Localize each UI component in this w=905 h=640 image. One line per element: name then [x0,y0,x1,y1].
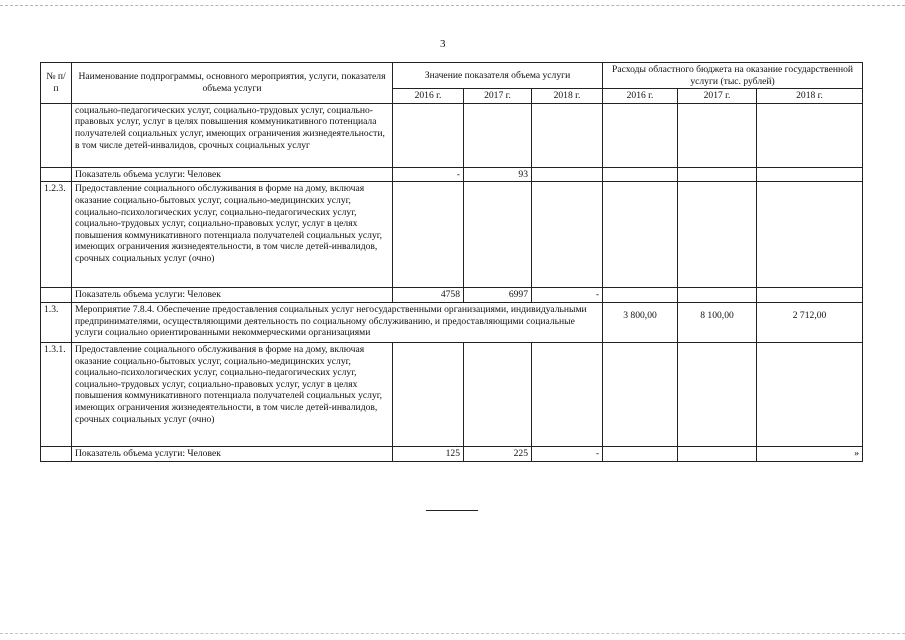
table-row [41,342,863,446]
cell-expense-2017 [678,288,757,303]
cell-value-2017 [464,103,532,167]
header-value: Значение показателя объема услуги [393,63,603,89]
cell-value-2016: 125 [393,446,464,461]
header-name: Наименование подпрограммы, основного мероприятия, услуги, показателя объема услуги [72,63,393,104]
data-table [40,62,863,462]
row-name: Показатель объема услуги: Человек [72,446,393,461]
table-row [41,103,863,167]
table-row [41,182,863,288]
year-expense-2016: 2016 г. [603,89,678,104]
cell-expense-2016 [603,342,678,446]
row-name: Мероприятие 7.8.4. Обеспечение предоставления социальных услуг негосударственными организациями, индивидуальными предпринимателями, осуществляющими деятельность по социальному обслуживанию, и предоставляющими социальные услуги социально ориентированными некоммерческими организациями [72,302,603,342]
row-no [41,446,72,461]
row-name: Показатель объема услуги: Человек [72,167,393,182]
cell-value-2016: 4758 [393,288,464,303]
scan-edge-top [0,5,905,6]
closing-quote: » [757,446,863,461]
cell-expense-2018: 2 712,00 [757,302,863,342]
cell-value-2016: - [393,167,464,182]
header-row [41,63,863,89]
year-expense-2017: 2017 г. [678,89,757,104]
cell-value-2018: - [532,446,603,461]
cell-expense-2018 [757,288,863,303]
table-row [41,446,863,461]
cell-expense-2018 [757,182,863,288]
year-expense-2018: 2018 г. [757,89,863,104]
cell-expense-2017 [678,342,757,446]
cell-expense-2016 [603,182,678,288]
cell-value-2016 [393,182,464,288]
table-row [41,288,863,303]
header-no: № п/п [41,63,72,104]
cell-value-2018 [532,342,603,446]
row-no [41,167,72,182]
row-no: 1.2.3. [41,182,72,288]
separator-line [426,510,478,511]
cell-value-2016 [393,342,464,446]
cell-expense-2018 [757,103,863,167]
cell-value-2017: 6997 [464,288,532,303]
row-no: 1.3. [41,302,72,342]
row-name: Предоставление социального обслуживания в форме на дому, включая оказание социально-бытовых услуг, социально-медицинских услуг, социально-психологических услуг, социально-педагогических услуг, социально-трудовых услуг, социально-правовых услуг, услуг в целях повышения коммуникативного потенциала получателей социальных услуг, имеющих ограничения жизнедеятельности, в том числе детей-инвалидов, срочных социальных услуг (очно) [72,342,393,446]
row-name: Предоставление социального обслуживания в форме на дому, включая оказание социально-бытовых услуг, социально-медицинских услуг, социально-психологических услуг, социально-педагогических услуг, социально-трудовых услуг, социально-правовых услуг, услуг в целях повышения коммуникативного потенциала получателей социальных услуг, имеющих ограничения жизнедеятельности, в том числе детей-инвалидов, срочных социальных услуг (очно) [72,182,393,288]
cell-expense-2017 [678,103,757,167]
scan-edge-bottom [0,633,905,634]
cell-value-2017: 93 [464,167,532,182]
row-no [41,103,72,167]
cell-value-2018 [532,167,603,182]
cell-expense-2016: 3 800,00 [603,302,678,342]
row-name: Показатель объема услуги: Человек [72,288,393,303]
cell-expense-2018 [757,342,863,446]
cell-expense-2018 [757,167,863,182]
cell-value-2018 [532,182,603,288]
cell-expense-2016 [603,288,678,303]
cell-expense-2016 [603,446,678,461]
cell-expense-2017 [678,446,757,461]
cell-value-2017 [464,342,532,446]
year-value-2016: 2016 г. [393,89,464,104]
row-no: 1.3.1. [41,342,72,446]
header-expense: Расходы областного бюджета на оказание государственной услуги (тыс. рублей) [603,63,863,89]
cell-expense-2017 [678,167,757,182]
table-row [41,302,863,342]
page-number: 3 [440,38,446,50]
table-row [41,167,863,182]
cell-value-2018 [532,103,603,167]
cell-value-2017: 225 [464,446,532,461]
cell-value-2018: - [532,288,603,303]
year-value-2017: 2017 г. [464,89,532,104]
cell-expense-2017 [678,182,757,288]
cell-expense-2016 [603,167,678,182]
year-value-2018: 2018 г. [532,89,603,104]
cell-value-2017 [464,182,532,288]
cell-expense-2017: 8 100,00 [678,302,757,342]
row-no [41,288,72,303]
row-name: социально-педагогических услуг, социально-трудовых услуг, социально-правовых услуг, услуг в целях повышения коммуникативного потенциала получателей социальных услуг, имеющих ограничения жизнедеятельности, в том числе детей-инвалидов, срочных социальных услуг [72,103,393,167]
cell-value-2016 [393,103,464,167]
cell-expense-2016 [603,103,678,167]
